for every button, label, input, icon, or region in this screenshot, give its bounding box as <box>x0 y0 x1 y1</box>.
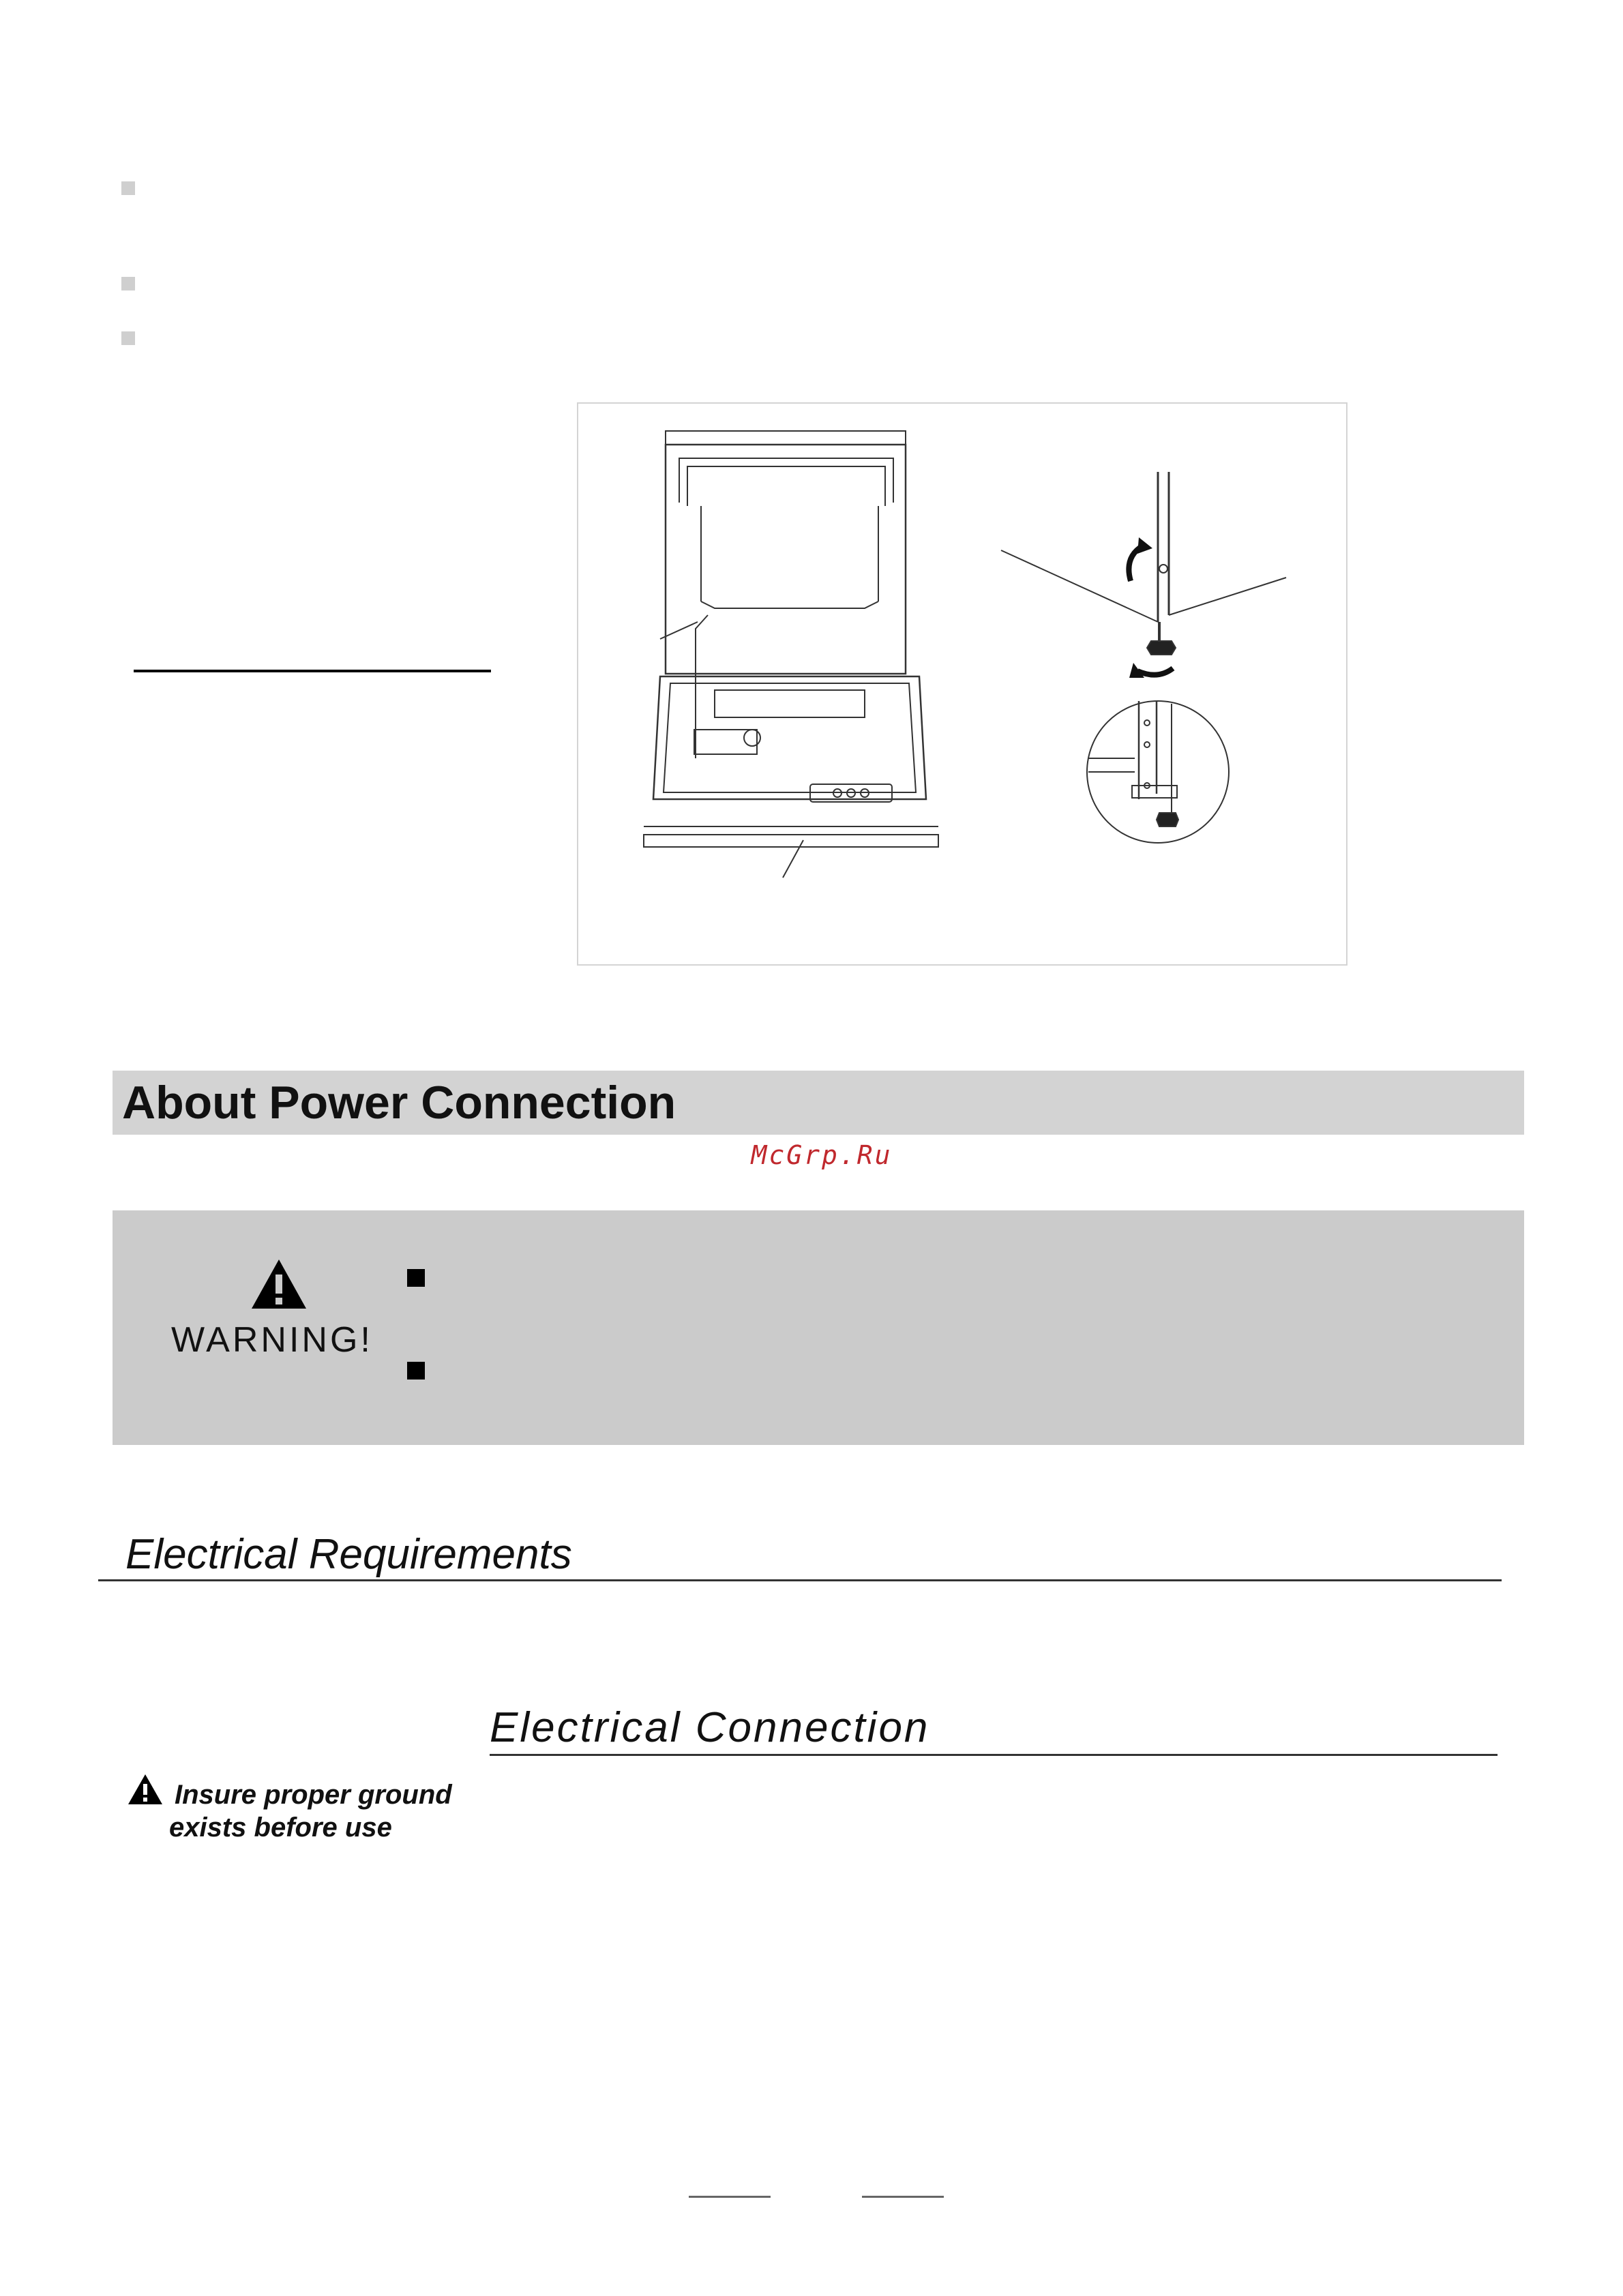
warning-triangle-icon <box>250 1258 308 1310</box>
list-bullet <box>121 277 135 290</box>
warning-triangle-icon <box>127 1773 164 1806</box>
warning-bullet <box>407 1269 425 1287</box>
dishwasher-leveling-illustration <box>578 404 1346 964</box>
electrical-requirements-heading: Electrical Requirements <box>125 1531 572 1578</box>
list-bullet <box>121 181 135 195</box>
watermark-text: McGrp.Ru <box>751 1140 893 1170</box>
electrical-requirements-rule <box>98 1579 1502 1581</box>
warning-box <box>113 1210 1524 1445</box>
footer-line-right <box>862 2196 944 2198</box>
section-header-bar <box>113 1071 1524 1135</box>
warning-bullet <box>407 1362 425 1380</box>
footer-line-left <box>689 2196 771 2198</box>
installation-figure <box>577 402 1347 966</box>
section-title: About Power Connection <box>122 1077 676 1129</box>
electrical-connection-rule <box>490 1754 1498 1756</box>
ground-note-line1: Insure proper ground <box>175 1780 452 1810</box>
list-bullet <box>121 331 135 345</box>
electrical-connection-heading: Electrical Connection <box>490 1704 930 1751</box>
warning-label: WARNING! <box>171 1320 373 1360</box>
left-underline-rule <box>134 670 491 672</box>
ground-note-line2: exists before use <box>169 1813 392 1843</box>
